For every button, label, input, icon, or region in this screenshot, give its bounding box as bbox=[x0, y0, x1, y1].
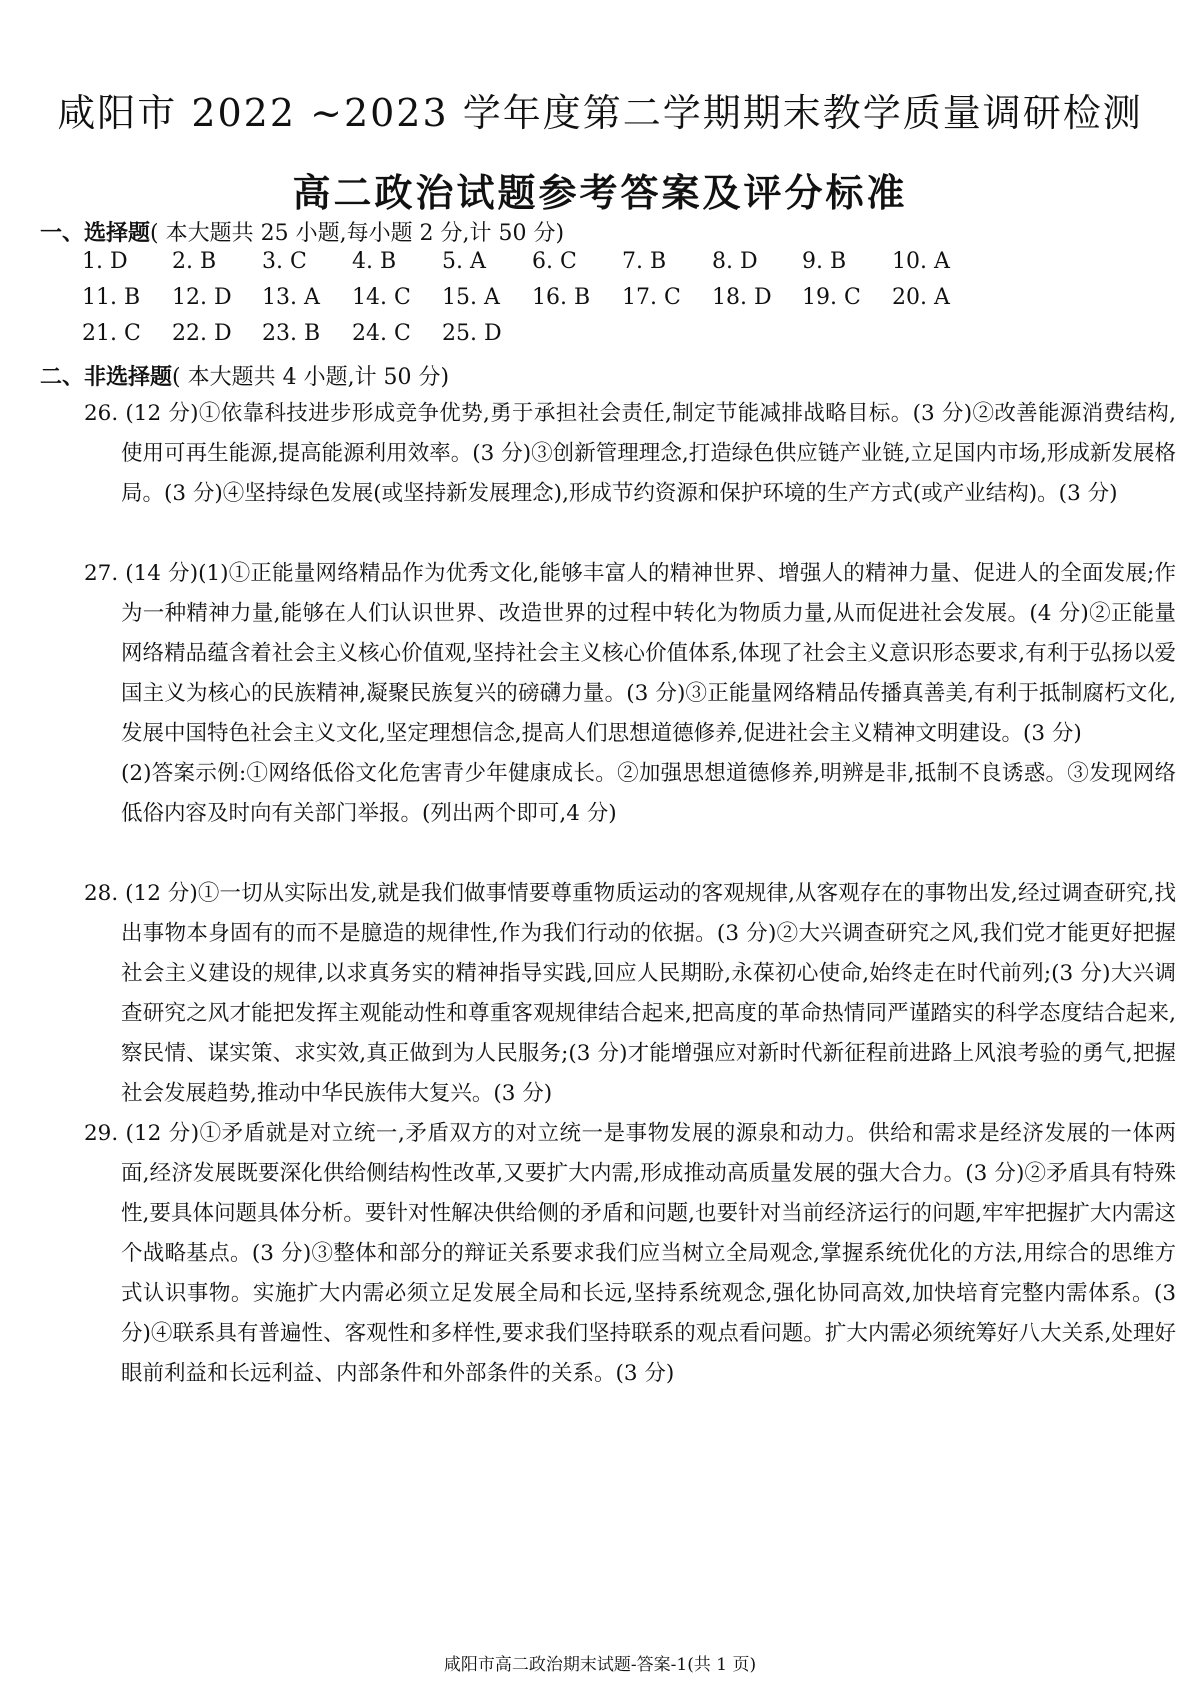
choice-answer: 16. B bbox=[532, 285, 591, 310]
choice-answer: 17. C bbox=[622, 285, 681, 310]
answer-q28-text: 28. (12 分)①一切从实际出发,就是我们做事情要尊重物质运动的客观规律,从客观存在的事物出发,经过调查研究,找出事物本身固有的而不是臆造的规律性,作为我们行动的依据。(3 分)②大兴调查研究之风,我们党才能更好把握社会主义建设的规律,以求真务实的精神指导实践,回应人民期盼,永葆初心使命,始终走在时代前列;(3 分)大兴调查研究之风才能把发挥主观能动性和尊重客观规律结合起来,把高度的革命热情同严谨踏实的科学态度结合起来,察民情、谋实策、求实效,真正做到为人民服务;(3 分)才能增强应对新时代新征程前进路上风浪考验的勇气,把握社会发展趋势,推动中华民族伟大复兴。(3 分) bbox=[84, 881, 1176, 1106]
choice-answer: 5. A bbox=[442, 249, 486, 274]
choice-answer: 25. D bbox=[442, 321, 502, 346]
answer-q29-text: 29. (12 分)①矛盾就是对立统一,矛盾双方的对立统一是事物发展的源泉和动力。供给和需求是经济发展的一体两面,经济发展既要深化供给侧结构性改革,又要扩大内需,形成推动高质量发展的强大合力。(3 分)②矛盾具有特殊性,要具体问题具体分析。要针对性解决供给侧的矛盾和问题,也要针对当前经济运行的问题,牢牢把握扩大内需这个战略基点。(3 分)③整体和部分的辩证关系要求我们应当树立全局观念,掌握系统优化的方法,用综合的思维方式认识事物。实施扩大内需必须立足发展全局和长远,坚持系统观念,强化协同高效,加快培育完整内需体系。(3 分)④联系具有普遍性、客观性和多样性,要求我们坚持联系的观点看问题。扩大内需必须统筹好八大关系,处理好眼前利益和长远利益、内部条件和外部条件的关系。(3 分) bbox=[84, 1121, 1176, 1386]
choice-answer: 21. C bbox=[82, 321, 141, 346]
choice-answer: 23. B bbox=[262, 321, 321, 346]
section2-heading bbox=[40, 360, 449, 391]
choice-answer: 15. A bbox=[442, 285, 500, 310]
choice-answer: 18. D bbox=[712, 285, 772, 310]
choice-answer: 7. B bbox=[622, 249, 667, 274]
choice-answer-grid bbox=[82, 250, 1082, 346]
choice-answer: 10. A bbox=[892, 249, 950, 274]
answer-q27-text: 27. (14 分)(1)①正能量网络精品作为优秀文化,能够丰富人的精神世界、增强人的精神力量、促进人的全面发展;作为一种精神力量,能够在人们认识世界、改造世界的过程中转化为物质力量,从而促进社会发展。(4 分)②正能量网络精品蕴含着社会主义核心价值观,坚持社会主义核心价值体系,体现了社会主义意识形态要求,有利于弘扬以爱国主义为核心的民族精神,凝聚民族复兴的磅礴力量。(3 分)③正能量网络精品传播真善美,有利于抵制腐朽文化,发展中国特色社会主义文化,坚定理想信念,提高人们思想道德修养,促进社会主义精神文明建设。(3 分) bbox=[84, 561, 1176, 746]
answer-key-title: 高二政治试题参考答案及评分标准 bbox=[292, 170, 908, 215]
choice-answer: 1. D bbox=[82, 249, 128, 274]
section2-note: ( 本大题共 4 小题,计 50 分) bbox=[172, 365, 450, 390]
choice-answer: 12. D bbox=[172, 285, 232, 310]
choice-answer: 22. D bbox=[172, 321, 232, 346]
exam-title: 咸阳市 2022 ~2023 学年度第二学期期末教学质量调研检测 bbox=[57, 91, 1143, 135]
answer-q26-text: 26. (12 分)①依靠科技进步形成竞争优势,勇于承担社会责任,制定节能减排战略目标。(3 分)②改善能源消费结构,使用可再生能源,提高能源利用效率。(3 分)③创新管理理念,打造绿色供应链产业链,立足国内市场,形成新发展格局。(3 分)④坚持绿色发展(或坚持新发展理念),形成节约资源和保护环境的生产方式(或产业结构)。(3 分) bbox=[84, 401, 1176, 506]
answer-q26 bbox=[84, 394, 1176, 514]
choice-answer: 2. B bbox=[172, 249, 217, 274]
choice-answer: 19. C bbox=[802, 285, 861, 310]
choice-answer: 24. C bbox=[352, 321, 411, 346]
choice-answer: 3. C bbox=[262, 249, 307, 274]
section1-heading bbox=[40, 216, 564, 247]
answer-q27 bbox=[84, 554, 1176, 834]
answer-q29 bbox=[84, 1114, 1176, 1394]
section2-label: 二、非选择题 bbox=[40, 364, 173, 390]
choice-answer: 11. B bbox=[82, 285, 141, 310]
choice-answer: 14. C bbox=[352, 285, 411, 310]
choice-answer: 20. A bbox=[892, 285, 950, 310]
section1-label: 一、选择题 bbox=[40, 220, 151, 246]
section1-note: ( 本大题共 25 小题,每小题 2 分,计 50 分) bbox=[150, 221, 565, 246]
choice-answer: 13. A bbox=[262, 285, 320, 310]
answer-q28 bbox=[84, 874, 1176, 1114]
page-footer: 咸阳市高二政治期末试题-答案-1(共 1 页) bbox=[443, 1655, 757, 1675]
choice-answer: 9. B bbox=[802, 249, 847, 274]
choice-answer: 4. B bbox=[352, 249, 397, 274]
answer-q27-part2: (2)答案示例:①网络低俗文化危害青少年健康成长。②加强思想道德修养,明辨是非,抵制不良诱惑。③发现网络低俗内容及时向有关部门举报。(列出两个即可,4 分) bbox=[121, 761, 1176, 826]
choice-answer: 8. D bbox=[712, 249, 758, 274]
choice-answer: 6. C bbox=[532, 249, 577, 274]
